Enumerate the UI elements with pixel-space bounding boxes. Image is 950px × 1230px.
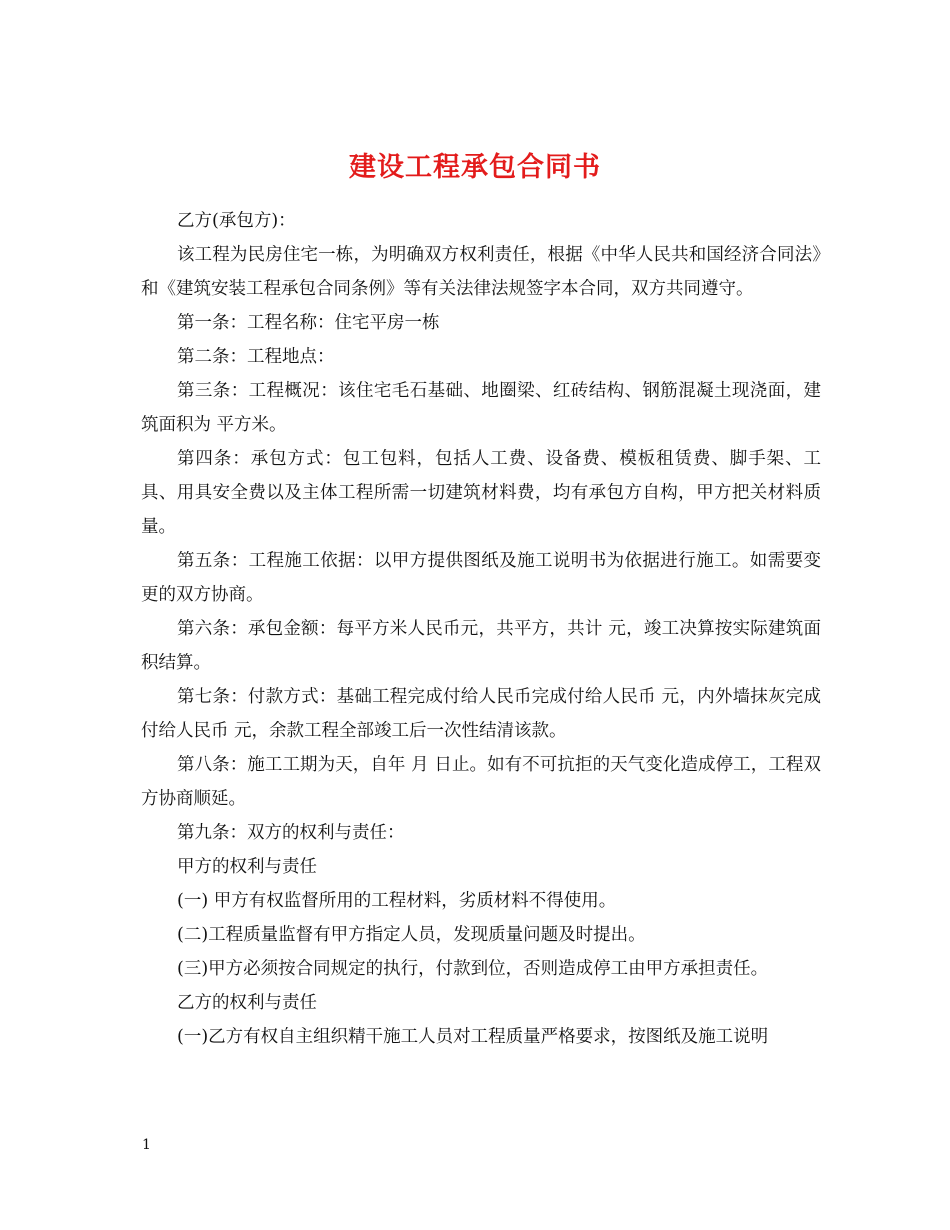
document-paragraph: 第二条：工程地点： bbox=[177, 347, 335, 367]
document-paragraph: 第一条：工程名称：住宅平房一栋 bbox=[177, 313, 440, 333]
page-number: 1 bbox=[142, 1137, 151, 1153]
document-paragraph: (二)工程质量监督有甲方指定人员，发现质量问题及时提出。 bbox=[177, 925, 646, 945]
document-paragraph: (一)乙方有权自主组织精干施工人员对工程质量严格要求，按图纸及施工说明 bbox=[177, 1027, 769, 1047]
document-paragraph: 乙方的权利与责任 bbox=[177, 993, 317, 1013]
document-paragraph: (一) 甲方有权监督所用的工程材料，劣质材料不得使用。 bbox=[177, 891, 617, 911]
document-body bbox=[141, 204, 821, 1054]
document-title: 建设工程承包合同书 bbox=[349, 152, 601, 184]
document-paragraph: 第六条：承包金额：每平方米人民币元，共平方，共计 元，竣工决算按实际建筑面积结算。 bbox=[141, 619, 821, 673]
document-paragraph: (三)甲方必须按合同规定的执行，付款到位，否则造成停工由甲方承担责任。 bbox=[177, 959, 769, 979]
document-paragraph: 第九条：双方的权利与责任： bbox=[177, 823, 405, 843]
document-paragraph: 第八条：施工工期为天，自年 月 日止。如有不可抗拒的天气变化造成停工，工程双方协商顺延。 bbox=[141, 755, 821, 809]
document-paragraph: 第四条：承包方式：包工包料，包括人工费、设备费、模板租赁费、脚手架、工具、用具安全费以及主体工程所需一切建筑材料费，均有承包方自构，甲方把关材料质量。 bbox=[141, 449, 821, 537]
document-paragraph: 乙方(承包方)： bbox=[177, 211, 296, 231]
document-paragraph: 第五条：工程施工依据：以甲方提供图纸及施工说明书为依据进行施工。如需要变更的双方协商。 bbox=[141, 551, 821, 605]
document-paragraph: 第七条：付款方式：基础工程完成付给人民币完成付给人民币 元，内外墙抹灰完成付给人民币 元，余款工程全部竣工后一次性结清该款。 bbox=[141, 687, 821, 741]
document-paragraph: 第三条：工程概况：该住宅毛石基础、地圈梁、红砖结构、钢筋混凝土现浇面，建筑面积为 平方米。 bbox=[141, 381, 821, 435]
document-paragraph: 该工程为民房住宅一栋，为明确双方权利责任，根据《中华人民共和国经济合同法》和《建筑安装工程承包合同条例》等有关法律法规签字本合同，双方共同遵守。 bbox=[141, 245, 821, 299]
document-paragraph: 甲方的权利与责任 bbox=[177, 857, 317, 877]
